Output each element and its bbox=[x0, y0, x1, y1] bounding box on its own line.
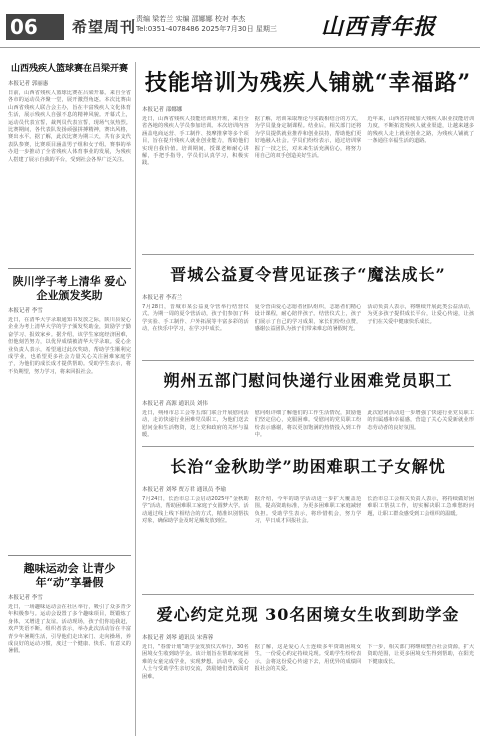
byline: 本报记者 李若兰 bbox=[142, 295, 183, 301]
byline: 本报记者 邵娜娜 bbox=[142, 107, 183, 113]
article-columns bbox=[142, 496, 474, 604]
main-article-2 bbox=[142, 260, 474, 374]
article-body-col-2: 据介绍，今年的助学活动进一步扩大覆盖范围，提高资助标准，为更多困难职工家庭减轻负担。受助学生表示，将珍惜机会，努力学习，早日成才回报社会。 bbox=[254, 496, 362, 525]
byline: 本报记者 高源 通讯员 刘伟 bbox=[142, 401, 208, 407]
article-body-col-1: 近日，“春蕾计划”助学金发放仪式举行，30名困境女生收到助学金。该计划旨在帮助家庭困难的女童完成学业，实现梦想。活动中，爱心人士与受助学生亲切交流，鼓励她们勇敢面对困难。 bbox=[142, 644, 249, 680]
article-body-col-3: 下一步，相关部门将继续整合社会资源，扩大资助范围，让更多困境女生得到帮助，在阳光下健康成长。 bbox=[367, 644, 475, 665]
newspaper-logo: 山西青年报 bbox=[320, 14, 436, 40]
main-column bbox=[142, 62, 474, 736]
left-column bbox=[8, 62, 136, 736]
headline: 朔州五部门慰问快递行业困难党员职工 bbox=[163, 371, 453, 390]
main-article-1 bbox=[142, 62, 474, 262]
article-columns bbox=[142, 116, 474, 262]
article-columns bbox=[142, 644, 474, 742]
byline: 本报记者 李雪 bbox=[8, 595, 43, 601]
article-body-col-3: 长治市总工会相关负责人表示，将持续做好困难职工帮扶工作，切实解决职工急难愁盼问题，让职工群众感受到工会组织的温暖。 bbox=[367, 496, 475, 517]
byline: 本报记者 郭丽惠 bbox=[8, 81, 49, 87]
headline: 山西残疾人篮球赛在吕梁开赛 bbox=[10, 64, 128, 74]
divider bbox=[142, 594, 474, 595]
article-body-col-1: 7月28日，晋城市某公益夏令营举行结营仪式。为期一周的夏令营活动，孩子们参加了科学实验、手工制作、户外拓展等丰富多彩的活动，在快乐中学习，在学习中成长。 bbox=[142, 304, 249, 333]
divider bbox=[8, 555, 131, 556]
headline: 长治“金秋助学”助困难职工子女解忧 bbox=[170, 457, 446, 476]
headline: 晋城公益夏令营见证孩子“魔法成长” bbox=[170, 265, 446, 284]
article-body-col-1: 近日，山西省残疾人技能培训班开班，来自全省各地的残疾人学员参加培训。本次培训内容涵盖电商运营、手工制作、按摩推拿等多个项目，旨在提升残疾人就业创业能力，帮助他们实现自我价值。培训期间，授课老师耐心讲解，手把手指导，学员们认真学习，积极实践。 bbox=[142, 116, 249, 167]
article-body-col-3: 近年来，山西省持续加大残疾人职业技能培训力度，不断拓宽残疾人就业渠道，让越来越多的残疾人走上就业创业之路，为残疾人铺就了一条通往幸福生活的道路。 bbox=[367, 116, 475, 145]
left-article-1 bbox=[8, 62, 131, 262]
section-name: 希望周刊 bbox=[72, 18, 137, 36]
divider bbox=[142, 360, 474, 361]
left-article-3 bbox=[8, 562, 131, 742]
article-columns bbox=[142, 410, 474, 456]
headline: 陕川学子考上清华 爱心企业颁发奖助 bbox=[12, 275, 127, 302]
article-body-col-2: 夏令营由爱心志愿者团队组织，志愿者们精心设计课程，耐心陪伴孩子。结营仪式上，孩子们展示了自己的学习成果，家长们纷纷点赞，感谢公益团队为孩子们带来难忘的暑假时光。 bbox=[254, 304, 362, 333]
left-article-2 bbox=[8, 275, 131, 549]
headline: 趣味运动会 让青少年“动”享暑假 bbox=[23, 562, 116, 589]
masthead bbox=[0, 0, 480, 48]
credits-line-2: Tel:0351-4078486 2025年7月30日 星期三 bbox=[136, 25, 277, 33]
byline: 本报记者 李雪 bbox=[8, 308, 43, 314]
byline: 本报记者 刘琴 通讯员 宋蓉蓉 bbox=[142, 635, 214, 641]
article-body-col-3: 活动负责人表示，将继续开展此类公益活动，为更多孩子提供成长平台，让爱心传递，让孩子们在关爱中健康快乐成长。 bbox=[367, 304, 475, 325]
article-body: 日前，山西省残疾人篮球比赛在吕梁开幕。来自全省各市的运动员齐聚一堂，展开激烈角逐。本次比赛由山西省残疾人联合会主办，旨在丰富残疾人文化体育生活，展示残疾人自强不息的精神风貌。开幕式上，运动员代表宣誓，裁判员代表宣誓，现场气氛热烈。比赛期间，各代表队发扬顽强拼搏精神，赛出风格，赛出水平。据了解，此次比赛为期三天，共有多支代表队参赛，比赛项目涵盖男子组和女子组。赛事的举办进一步推动了全省残疾人体育事业的发展，为残疾人搭建了展示自我的平台，受到社会各界广泛关注。 bbox=[8, 90, 131, 163]
credits-line-1: 责编 梁若兰 实编 邵娜娜 校对 李杰 bbox=[136, 15, 246, 23]
article-body: 近日，在清华大学录取通知书发放之际，陕川县爱心企业为考上清华大学的学子颁发奖助金，鼓励学子勤奋学习、报效家乡。据介绍，该学生家庭经济困难，但他刻苦努力，以优异成绩被清华大学录取。爱心企业负责人表示，希望通过此次奖助，帮助学生顺利完成学业，也希望更多社会力量关心关注困难家庭学子，为他们的成长成才提供帮助。受助学生表示，将不负期望，努力学习，将来回报社会。 bbox=[8, 317, 131, 375]
divider bbox=[142, 446, 474, 447]
article-body-col-2: 慰问组详细了解他们的工作生活情况，鼓励他们坚定信心，克服困难。受慰问的党员职工纷纷表示感谢，将以更加饱满的热情投入到工作中。 bbox=[254, 410, 362, 439]
main-article-3 bbox=[142, 366, 474, 456]
article-columns bbox=[142, 304, 474, 374]
headline: 爱心约定兑现 30名困境女生收到助学金 bbox=[156, 605, 460, 624]
page-number: 06 bbox=[6, 14, 64, 40]
article-body-col-3: 此次慰问活动进一步增强了快递行业党员职工的归属感和幸福感，营造了关心关爱新就业形态劳动者的良好氛围。 bbox=[367, 410, 475, 431]
divider bbox=[8, 268, 131, 269]
credits bbox=[136, 14, 277, 34]
headline: 技能培训为残疾人铺就“幸福路” bbox=[144, 70, 472, 96]
article-body-col-1: 近日，朔州市总工会等五部门联合开展慰问活动，走访快递行业困难党员职工，为他们送去慰问金和生活物资，送上党和政府的关怀与温暖。 bbox=[142, 410, 249, 439]
article-body: 近日，一场趣味运动会在社区举行，吸引了众多青少年积极参与。运动会设置了多个趣味项目，既锻炼了身体，又增进了友谊。活动现场，孩子们你追我赶，欢声笑语不断。组织者表示，举办此次活动旨在丰富青少年暑期生活，引导他们走出家门、走向操场，养成良好的运动习惯，度过一个健康、快乐、有意义的暑假。 bbox=[8, 604, 131, 655]
main-article-5 bbox=[142, 600, 474, 742]
article-body-col-2: 据了解，这是爱心人士连续多年资助困境女生，一份爱心约定持续兑现。受助学生纷纷表示，会将这份爱心传递下去，用优异的成绩回报社会的关爱。 bbox=[254, 644, 362, 673]
byline: 本报记者 刘琴 贾万君 通讯员 李瑜 bbox=[142, 487, 226, 493]
main-article-4 bbox=[142, 452, 474, 604]
divider bbox=[142, 254, 474, 255]
article-body-col-2: 据了解，培训采取理论与实践相结合的方式，为学员量身定制课程。结业后，相关部门还将为学员提供就业推荐和创业扶持，帮助他们更好地融入社会。学员们纷纷表示，通过培训掌握了一技之长，对未来生活充满信心，将努力用自己的双手创造美好生活。 bbox=[254, 116, 362, 160]
article-body-col-1: 7月24日，长治市总工会启动2025年“金秋助学”活动，帮助困难职工家庭子女圆梦大学。活动通过线上线下相结合的方式，精准识别帮扶对象，确保助学金及时足额发放到位。 bbox=[142, 496, 249, 525]
